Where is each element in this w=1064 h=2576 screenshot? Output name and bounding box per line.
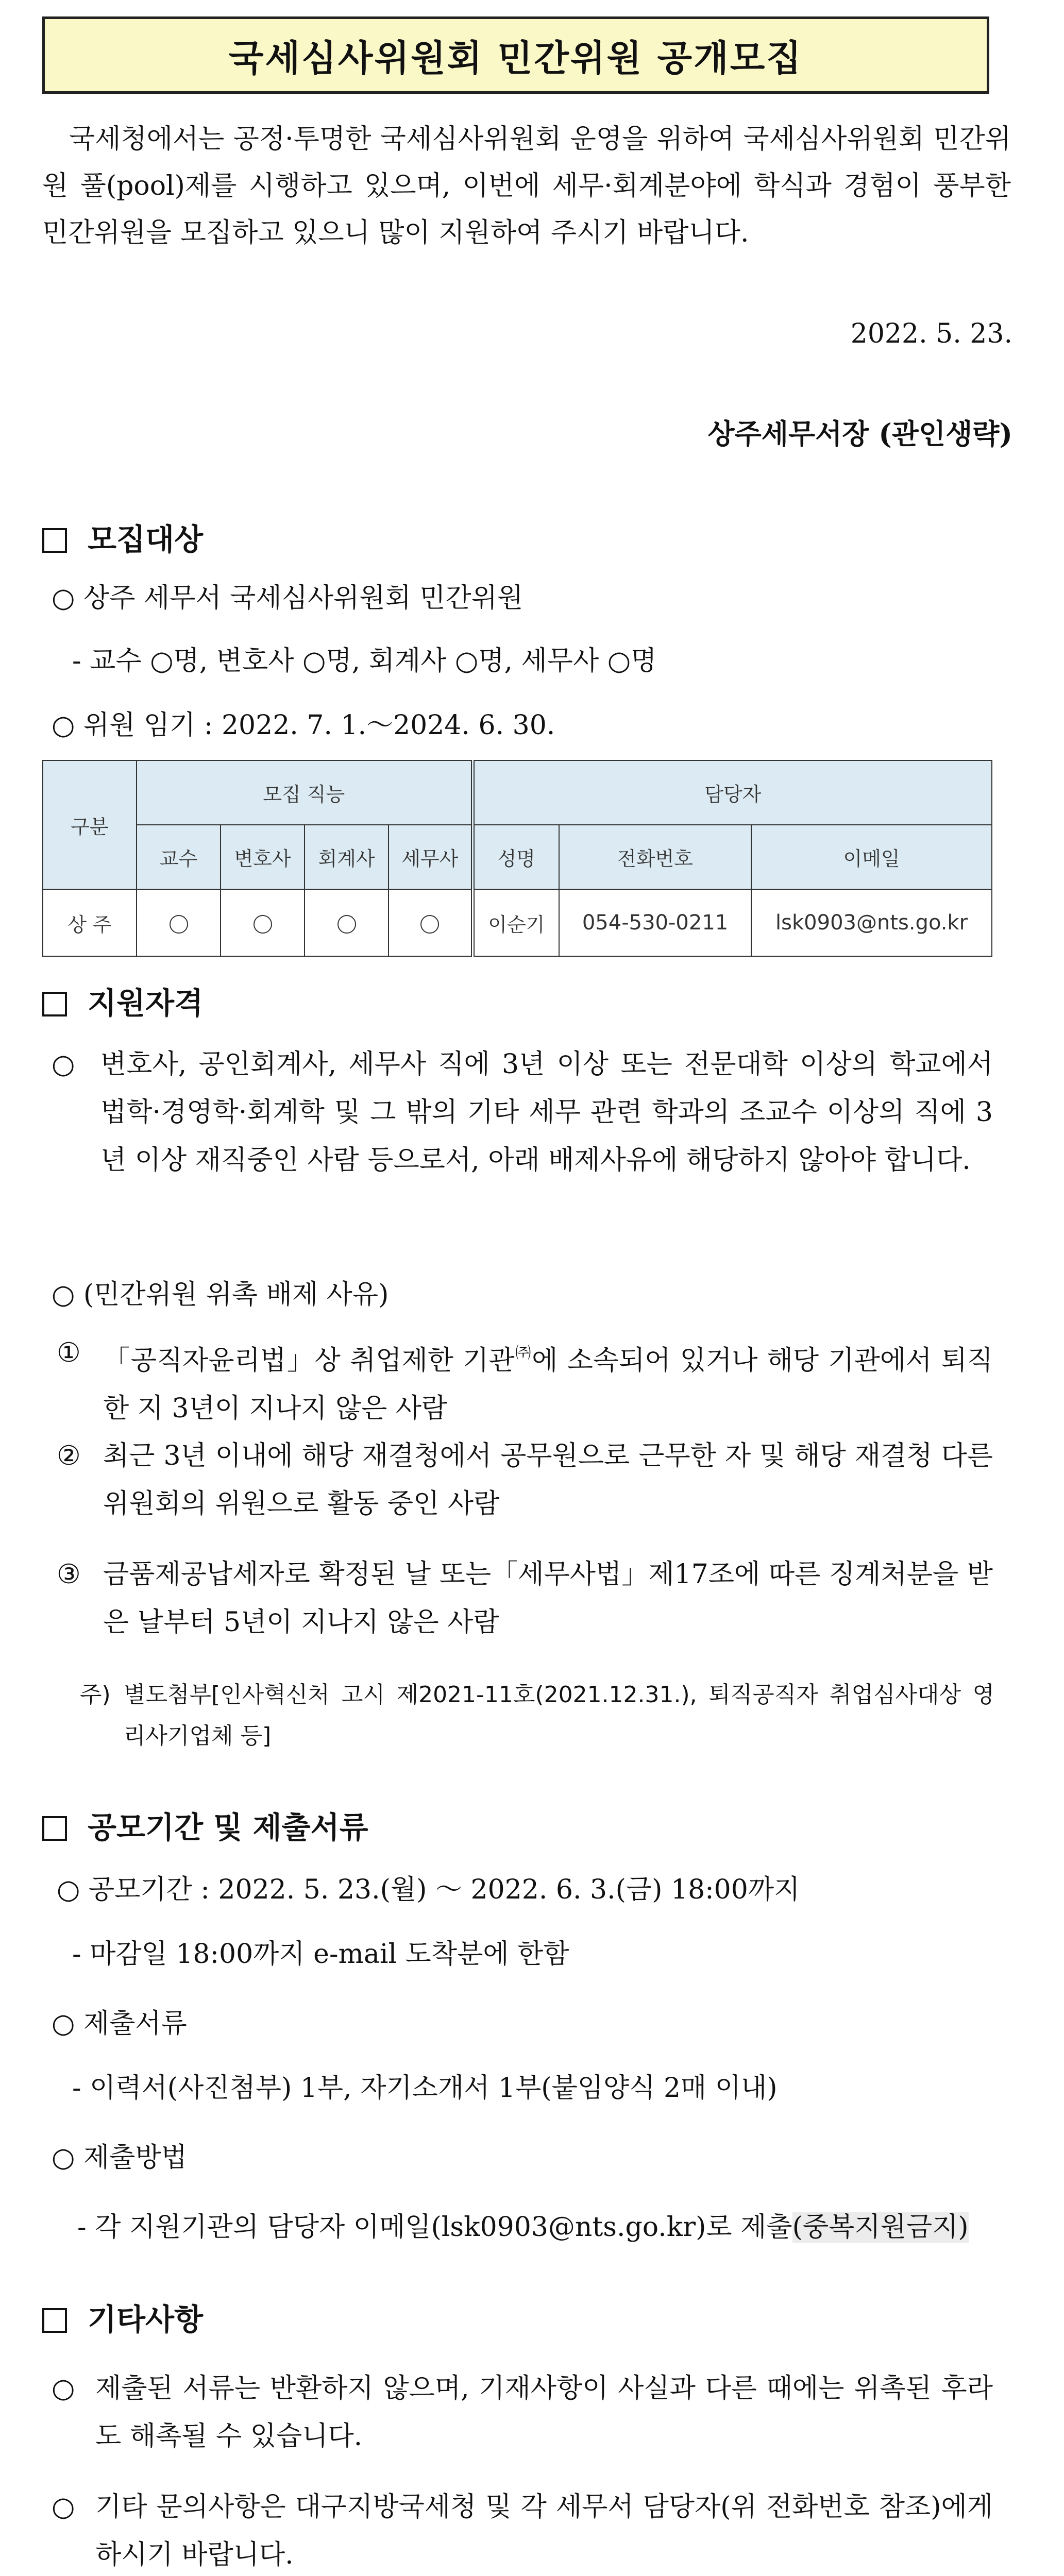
footnote-marker: ㈜ [514,1344,532,1362]
recruit-counts: - 교수 ○명, 변호사 ○명, 회계사 ○명, 세무사 ○명 [72,646,657,676]
table-cell-email: lsk0903@nts.go.kr [751,889,992,956]
checkbox-square-icon [42,528,67,553]
bullet-mark: ○ [52,2373,75,2404]
table-header-lawyer: 변호사 [221,825,305,889]
table-header-phone: 전화번호 [559,825,751,889]
table-header-email: 이메일 [751,825,992,889]
roster-table [42,760,992,957]
exclusion-item-2: 최근 3년 이내에 해당 재결청에서 공무원으로 근무한 자 및 해당 재결청 다른 위원회의 위원으로 활동 중인 사람 [103,1440,993,1519]
table-cell-office: 상 주 [43,889,137,956]
section-recruit-heading: 모집대상 [42,515,203,558]
table-header-tax-accountant: 세무사 [389,825,472,889]
docs-list: - 이력서(사진첨부) 1부, 자기소개서 1부(붙임양식 2매 이내) [72,2073,778,2104]
circle-icon [420,915,439,934]
method-text: - 각 지원기관의 담당자 이메일(lsk0903@nts.go.kr)로 제출(중복지원금지) [77,2212,969,2243]
checkbox-square-icon [42,2308,67,2333]
table-header-professor: 교수 [137,825,221,889]
docs-label: ○ 제출서류 [52,2008,187,2039]
period-line: ○ 공모기간 : 2022. 5. 23.(월) ～ 2022. 6. 3.(금) 18:00까지 [57,1874,800,1905]
issuer: 상주세무서장 (관인생략) [707,417,1012,450]
item-mark-2: ② [57,1440,81,1471]
table-cell-tax-accountant [389,889,472,956]
qualification-text: 변호사, 공인회계사, 세무사 직에 3년 이상 또는 전문대학 이상의 학교에서 법학·경영학·회계학 및 그 밖의 기타 세무 관련 학과의 조교수 이상의 직에 3년 이상 재직중인 사람 등으로서, 아래 배제사유에 해당하지 않아야 합니다. [100,1049,993,1176]
section-qualification-heading: 지원자격 [42,979,203,1022]
table-cell-accountant [305,889,389,956]
checkbox-square-icon [42,992,67,1016]
method-label: ○ 제출방법 [52,2142,187,2173]
note-text: 별도첨부[인사혁신처 고시 제2021-11호(2021.12.31.), 퇴직공직자 취업심사대상 영리사기업체 등] [124,1682,994,1749]
exclusion-heading: ○ (민간위원 위촉 배제 사유) [52,1279,389,1310]
table-header-group: 구분 [43,760,137,889]
table-cell-lawyer [221,889,305,956]
table-row [43,889,992,956]
circle-icon [170,915,188,934]
table-header-name: 성명 [472,825,559,889]
intro-paragraph: 국세청에서는 공정·투명한 국세심사위원회 운영을 위하여 국세심사위원회 민간위원 풀(pool)제를 시행하고 있으며, 이번에 세무·회계분야에 학식과 경험이 풍부한 민간위원을 모집하고 있으니 많이 지원하여 주시기 바랍니다. [42,124,1011,248]
table-header-accountant: 회계사 [305,825,389,889]
recruit-target: ○ 상주 세무서 국세심사위원회 민간위원 [52,583,523,614]
other-note-1: 제출된 서류는 반환하지 않으며, 기재사항이 사실과 다른 때에는 위촉된 후라도 해촉될 수 있습니다. [95,2373,993,2452]
table-cell-phone: 054-530-0211 [559,889,751,956]
bullet-mark: ○ [52,2492,75,2522]
other-note-2: 기타 문의사항은 대구지방국세청 및 각 세무서 담당자(위 전화번호 참조)에게 하시기 바랍니다. [95,2492,993,2570]
checkbox-square-icon [42,1816,67,1841]
title-box [42,16,989,94]
section-period-heading: 공모기간 및 제출서류 [42,1803,368,1846]
table-cell-professor [137,889,221,956]
item-mark-1: ① [57,1337,81,1368]
page-title: 국세심사위원회 민간위원 공개모집 [228,37,803,79]
notice-date: 2022. 5. 23. [850,318,1012,349]
note-mark: 주) [80,1682,111,1708]
exclusion-item-3: 금품제공납세자로 확정된 날 또는「세무사법」제17조에 따른 징계처분을 받은 날부터 5년이 지나지 않은 사람 [103,1559,993,1638]
circle-icon [337,915,356,934]
table-header-contact: 담당자 [472,760,992,825]
item-mark-3: ③ [57,1559,81,1590]
recruit-term: ○ 위원 임기 : 2022. 7. 1.～2024. 6. 30. [52,710,555,741]
no-duplicate-highlight: (중복지원금지) [792,2212,969,2243]
deadline-note: - 마감일 18:00까지 e-mail 도착분에 한함 [72,1939,569,1970]
table-header-positions: 모집 직능 [137,760,472,825]
circle-icon [254,915,272,934]
bullet-mark: ○ [52,1049,75,1080]
table-cell-name: 이순기 [472,889,559,956]
exclusion-item-1: 「공직자윤리법」상 취업제한 기관㈜에 소속되어 있거나 해당 기관에서 퇴직한 지 3년이 지나지 않은 사람 [103,1344,993,1424]
section-other-heading: 기타사항 [42,2295,203,2338]
